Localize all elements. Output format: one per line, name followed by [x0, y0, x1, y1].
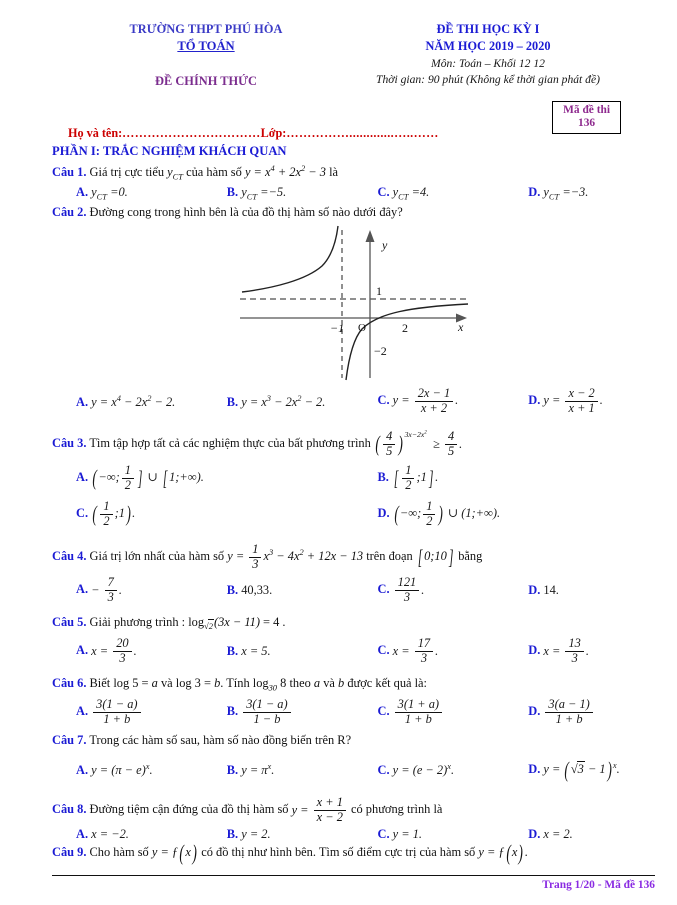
department-name: TỔ TOÁN — [96, 39, 316, 54]
q9-function-2: y = ƒ(x) — [478, 845, 524, 859]
q4-option-c[interactable] — [378, 576, 529, 605]
q8-option-d-letter: D. — [528, 827, 540, 841]
q3-option-d[interactable] — [378, 500, 677, 529]
q6-option-c-letter: C. — [378, 704, 390, 718]
exam-code-label: Mã đề thi — [563, 104, 610, 117]
question-2 — [52, 204, 655, 222]
exam-time: Thời gian: 90 phút (Không kể thời gian phát đề) — [318, 73, 658, 86]
axis-label-y: y — [381, 238, 388, 252]
q1-option-a-value: $y_{CT} =0$. — [91, 185, 128, 199]
question-2-text: Đường cong trong hình bên là của đồ thị hàm số nào dưới đây? — [90, 205, 403, 219]
q3-option-d-value: (−∞; $\frac{1}{2}$ ) ∪ (1;+∞). — [393, 506, 500, 520]
q5-option-d-value: x = $\frac{13}{3}$ . — [543, 644, 589, 658]
q7-option-a-letter: A. — [76, 763, 88, 777]
question-6-label: Câu 6. — [52, 676, 86, 690]
name-label: Họ và tên: — [68, 126, 122, 140]
exam-page — [0, 22, 677, 905]
q1-option-d-letter: D. — [528, 185, 540, 199]
q4-option-b-value: 40,33. — [241, 583, 272, 597]
q3-option-a-value: (−∞; $\frac{1}{2}$ ] ∪ [ 1;+∞). — [91, 470, 204, 484]
q6-option-d-value: $\frac{3(a - 1)}{1 + b}$ — [543, 704, 594, 718]
q8-option-a-letter: A. — [76, 827, 88, 841]
q9-end: . — [525, 845, 528, 859]
question-8-options — [52, 827, 655, 842]
question-1-text: Giá trị cực tiểu — [90, 165, 165, 179]
question-7-label: Câu 7. — [52, 733, 86, 747]
q8-option-d[interactable] — [528, 827, 677, 842]
q1-option-b-value: $y_{CT} =-5$. — [241, 185, 286, 199]
tick-label-x-2: 2 — [402, 321, 408, 335]
q4-option-d-letter: D. — [528, 583, 540, 597]
q7-option-c-value: $y = (e - 2)^x$. — [393, 763, 454, 777]
q7-option-a[interactable] — [52, 761, 227, 778]
q6-var-b: b — [338, 676, 344, 690]
q3-option-c-value: ( $\frac{1}{2}$ ;1). — [91, 506, 135, 520]
question-5-label: Câu 5. — [52, 615, 86, 629]
axis-label-x: x — [457, 320, 464, 334]
q6-option-d-letter: D. — [528, 704, 540, 718]
q4-option-c-value: $\frac{121}{3}$ . — [393, 583, 425, 597]
q6-mid5: được kết quả là: — [347, 676, 427, 690]
q8-option-b[interactable] — [227, 827, 378, 842]
curve-right-branch — [346, 304, 468, 380]
q1-option-a[interactable] — [52, 185, 227, 201]
part-one-title: PHẦN I: TRẮC NGHIỆM KHÁCH QUAN — [52, 144, 655, 159]
question-6 — [52, 675, 655, 694]
q2-option-a-value: $y = x^4 - 2x^2 - 2$. — [91, 395, 175, 409]
q6-option-c[interactable] — [378, 698, 529, 727]
question-9-label: Câu 9. — [52, 845, 86, 859]
q1-option-c-letter: C. — [378, 185, 390, 199]
q5-option-b-value: x = 5. — [241, 644, 270, 658]
q3-option-b[interactable] — [378, 464, 677, 493]
q8-option-a[interactable] — [52, 827, 227, 842]
question-4-text: Giá trị lớn nhất của hàm số — [90, 549, 225, 563]
q5-equation: $\log_{√2}(3x - 11) = 4$ . — [188, 615, 285, 629]
question-4 — [52, 543, 655, 572]
q4-option-a-value: − $\frac{7}{3}$ . — [91, 583, 122, 597]
exam-year: NĂM HỌC 2019 – 2020 — [318, 39, 658, 54]
question-8-label: Câu 8. — [52, 803, 86, 817]
page-header — [0, 22, 677, 130]
page-footer — [52, 875, 655, 891]
question-7 — [52, 732, 655, 750]
question-2-figure — [52, 224, 655, 382]
q1-option-a-letter: A. — [76, 185, 88, 199]
q5-option-b[interactable] — [227, 644, 378, 659]
question-2-options — [52, 384, 655, 418]
tick-label-y-neg2: −2 — [374, 344, 387, 358]
q2-option-a-letter: A. — [76, 395, 88, 409]
q2-option-b-value: $y = x^3 - 2x^2 - 2$. — [241, 395, 325, 409]
q8-option-b-letter: B. — [227, 827, 238, 841]
q5-option-c-letter: C. — [378, 644, 390, 658]
q3-option-b-letter: B. — [378, 470, 389, 484]
exam-content — [0, 144, 677, 863]
hyperbola-graph — [234, 224, 474, 382]
question-3-options-row2 — [52, 497, 655, 531]
q7-option-b-letter: B. — [227, 763, 238, 777]
q4-option-b[interactable] — [227, 583, 378, 598]
q8-end: có phương trình là — [351, 803, 442, 817]
question-5-text: Giải phương trình : — [90, 615, 186, 629]
q1-option-d-value: $y_{CT} =-3$. — [543, 185, 588, 199]
q3-option-a[interactable] — [52, 464, 378, 493]
q6-option-b[interactable] — [227, 698, 378, 727]
q3-option-d-letter: D. — [378, 506, 390, 520]
q6-option-b-value: $\frac{3(1 - a)}{1 - b}$ — [241, 704, 292, 718]
footer-page-info: Trang 1/20 - Mã đề 136 — [52, 879, 655, 891]
q4-option-a-letter: A. — [76, 583, 88, 597]
q1-ycts: $y_{CT}$ — [167, 165, 183, 179]
question-7-text: Trong các hàm số sau, hàm số nào đồng biến trên R? — [89, 733, 351, 747]
q5-option-c-value: x = $\frac{17}{3}$ . — [393, 644, 439, 658]
q1-option-d[interactable] — [528, 185, 677, 201]
q9-mid: có đồ thị như hình bên. Tìm số điểm cực trị của hàm số — [201, 845, 475, 859]
q5-option-a[interactable] — [52, 637, 227, 666]
q6-mid3: theo — [289, 676, 310, 690]
q8-function: y = $\frac{x + 1}{x - 2}$ — [292, 803, 348, 817]
question-9 — [52, 844, 655, 863]
question-1-label: Câu 1. — [52, 165, 86, 179]
q6-option-a[interactable] — [52, 698, 227, 727]
question-8 — [52, 796, 655, 825]
q5-option-a-letter: A. — [76, 644, 88, 658]
q6-option-b-letter: B. — [227, 704, 238, 718]
q1-option-c[interactable] — [378, 185, 529, 201]
q4-end: bằng — [458, 549, 482, 563]
q5-option-c[interactable] — [378, 637, 529, 666]
q5-option-b-letter: B. — [227, 644, 238, 658]
q2-option-c-value: y = $\frac{2x - 1}{x + 2}$ . — [393, 393, 459, 407]
question-9-text: Cho hàm số — [90, 845, 149, 859]
question-1-options — [52, 185, 655, 201]
q8-option-c-value: y = 1. — [393, 827, 422, 841]
q6-mid1: và — [161, 676, 173, 690]
origin-label: O — [358, 322, 366, 334]
q2-option-c-letter: C. — [378, 393, 390, 407]
q2-option-b[interactable] — [227, 393, 378, 410]
q5-option-d-letter: D. — [528, 644, 540, 658]
q3-expression: ( $\frac{4}{5}$ )$3x-2x^2$ ≥ $\frac{4}{5}$ . — [374, 437, 462, 451]
tick-label-x-neg1: −1 — [330, 321, 344, 335]
q1-function: $y = x^4 + 2x^2 - 3$ — [245, 165, 326, 179]
q6-mid2: . Tính — [220, 676, 249, 690]
q6-option-d[interactable] — [528, 698, 677, 727]
q6-option-a-value: $\frac{3(1 - a)}{1 + b}$ — [91, 704, 142, 718]
question-3-options-row1 — [52, 461, 655, 495]
footer-divider — [52, 875, 655, 876]
tick-label-y-1: 1 — [376, 284, 382, 298]
exam-code-value: 136 — [563, 117, 610, 130]
q7-option-b[interactable] — [227, 761, 378, 778]
q8-option-d-value: x = 2. — [543, 827, 572, 841]
question-3-text: Tìm tập hợp tất cả các nghiệm thực của bất phương trình — [89, 437, 371, 451]
q8-option-c-letter: C. — [378, 827, 390, 841]
q4-function: y = $\frac{1}{3}$ $x^3 - 4x^2 + 12x - 13$ — [227, 549, 363, 563]
question-5 — [52, 614, 655, 633]
q6-log: $\log_{30} 8$ — [253, 676, 287, 690]
q7-option-c-letter: C. — [378, 763, 390, 777]
q4-mid: trên đoạn — [366, 549, 412, 563]
q1-option-b[interactable] — [227, 185, 378, 201]
q6-eq1: log 5 = a — [113, 676, 158, 690]
question-5-options — [52, 635, 655, 669]
q1-option-b-letter: B. — [227, 185, 238, 199]
question-1 — [52, 162, 655, 183]
exam-code-box — [552, 101, 621, 134]
q4-option-c-letter: C. — [378, 583, 390, 597]
header-left-block — [96, 22, 316, 89]
q7-option-a-value: $y = (\pi - e)^x$. — [91, 763, 152, 777]
header-right-block — [318, 22, 658, 86]
q4-interval: [ 0;10] — [416, 549, 455, 563]
q2-option-c[interactable] — [378, 387, 529, 416]
q1-part-a: của hàm số — [186, 165, 242, 179]
q8-option-b-value: y = 2. — [241, 827, 270, 841]
class-dots: …………….............…..…… — [286, 126, 438, 140]
question-8-text: Đường tiệm cận đứng của đồ thị hàm số — [90, 803, 289, 817]
q6-eq2: log 3 = b — [176, 676, 221, 690]
question-6-text: Biết — [90, 676, 111, 690]
q8-option-c[interactable] — [378, 827, 529, 842]
q6-var-a: a — [314, 676, 320, 690]
q2-option-d[interactable] — [528, 387, 677, 416]
q7-option-d-letter: D. — [528, 762, 540, 776]
q6-option-c-value: $\frac{3(1 + a)}{1 + b}$ — [393, 704, 444, 718]
curve-left-branch — [242, 226, 338, 292]
q2-option-d-letter: D. — [528, 393, 540, 407]
q5-option-a-value: x = $\frac{20}{3}$ . — [91, 644, 137, 658]
q5-option-d[interactable] — [528, 637, 677, 666]
q4-option-d[interactable] — [528, 583, 677, 598]
question-2-label: Câu 2. — [52, 205, 86, 219]
question-4-options — [52, 574, 655, 608]
q2-option-d-value: y = $\frac{x - 2}{x + 1}$ . — [543, 393, 602, 407]
school-name: TRƯỜNG THPT PHÚ HÒA — [96, 22, 316, 37]
question-3 — [52, 430, 655, 459]
official-exam-label: ĐỀ CHÍNH THỨC — [96, 74, 316, 89]
q9-function-1: y = ƒ(x) — [152, 845, 198, 859]
q4-option-b-letter: B. — [227, 583, 238, 597]
name-dots: …………………………… — [122, 126, 260, 140]
class-label: Lớp: — [261, 126, 287, 140]
question-4-label: Câu 4. — [52, 549, 86, 563]
q2-option-a[interactable] — [52, 393, 227, 410]
q3-option-a-letter: A. — [76, 470, 88, 484]
q6-option-a-letter: A. — [76, 704, 88, 718]
q3-option-c[interactable] — [52, 500, 378, 529]
q7-option-b-value: $y = \pi^x$. — [241, 763, 274, 777]
question-6-options — [52, 695, 655, 729]
student-info-line — [68, 126, 439, 141]
q7-option-d[interactable] — [528, 760, 677, 780]
q3-option-c-letter: C. — [76, 506, 88, 520]
q8-option-a-value: x = −2. — [91, 827, 129, 841]
q2-option-b-letter: B. — [227, 395, 238, 409]
q7-option-d-value: $y = (√3 - 1)^x$. — [543, 762, 619, 776]
y-axis-arrow — [365, 230, 374, 242]
q4-option-d-value: 14. — [543, 583, 559, 597]
question-7-options — [52, 752, 655, 786]
q1-part-b: là — [329, 165, 338, 179]
q1-option-c-value: $y_{CT} =4$. — [393, 185, 430, 199]
q4-option-a[interactable] — [52, 576, 227, 605]
q6-mid4: và — [323, 676, 335, 690]
exam-title: ĐỀ THI HỌC KỲ I — [318, 22, 658, 37]
question-3-label: Câu 3. — [52, 437, 86, 451]
q7-option-c[interactable] — [378, 761, 529, 778]
q3-option-b-value: [ $\frac{1}{2}$ ;1] . — [392, 470, 438, 484]
exam-subject: Môn: Toán – Khối 12 12 — [318, 57, 658, 70]
